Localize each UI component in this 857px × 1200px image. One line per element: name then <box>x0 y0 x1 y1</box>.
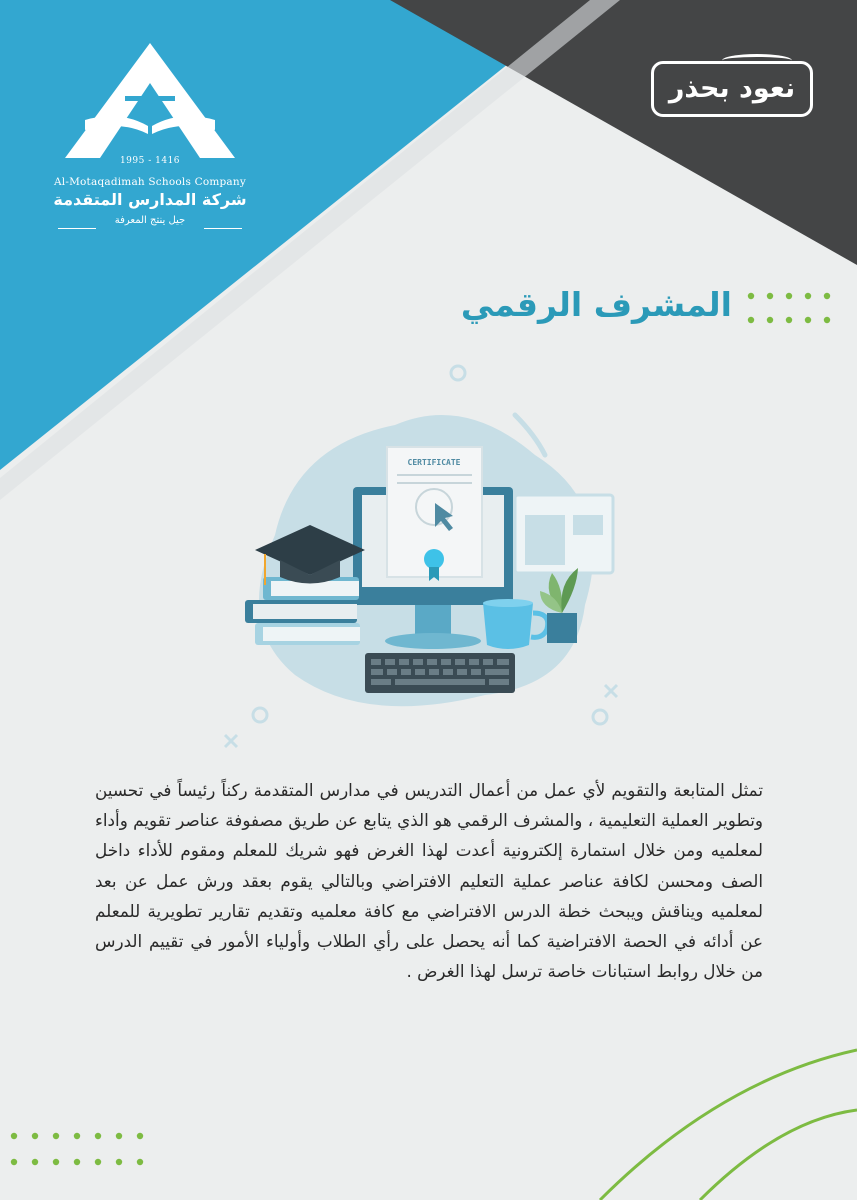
digital-learning-illustration <box>215 355 635 755</box>
page-title: المشرف الرقمي <box>460 285 732 324</box>
logo-name-en: Al-Motaqadimah Schools Company <box>54 176 246 188</box>
certificate-label: CERTIFICATE <box>407 458 461 467</box>
logo-divider-right <box>204 228 242 229</box>
logo-divider-left <box>58 228 96 229</box>
logo-name-ar: شركة المدارس المتقدمة <box>53 190 247 209</box>
body-paragraph: تمثل المتابعة والتقويم لأي عمل من أعمال التدريس في مدارس المتقدمة ركناً رئيساً في تحسين وتطوير العملية التعليمية ، والمشرف الرقمي هو الذي يتابع عن طريق مصفوفة عناصر تقويم وأداء لمعلميه ومن خلال استمارة إلكترونية أعدت لهذا الغرض فهو شريك للمعلم ومقوم للأداء داخل الصف ومحسن لكافة عناصر عملية التعليم الافتراضي وبالتالي يقوم بعقد ورش عمل عن بعد لمعلميه ويناقش ويبحث خطة الدرس الافتراضي مع كافة معلميه وتقديم تقارير تطويرية للمعلم عن أدائه في الحصة الافتراضية كما أنه يحصل على رأي الطلاب وأولياء الأمور في تقييم الدرس من خلال روابط استبانات خاصة ترسل لهذا الغرض . <box>95 780 763 982</box>
decorative-dots-bottom <box>8 1130 148 1168</box>
decorative-dots-top <box>745 290 833 326</box>
logo-years: 1995 - 1416 <box>119 156 181 166</box>
campaign-badge: نعود بحذر <box>651 61 813 117</box>
logo-tagline: جيل ينتج المعرفة <box>114 215 186 226</box>
logo-emblem-icon <box>40 38 260 158</box>
